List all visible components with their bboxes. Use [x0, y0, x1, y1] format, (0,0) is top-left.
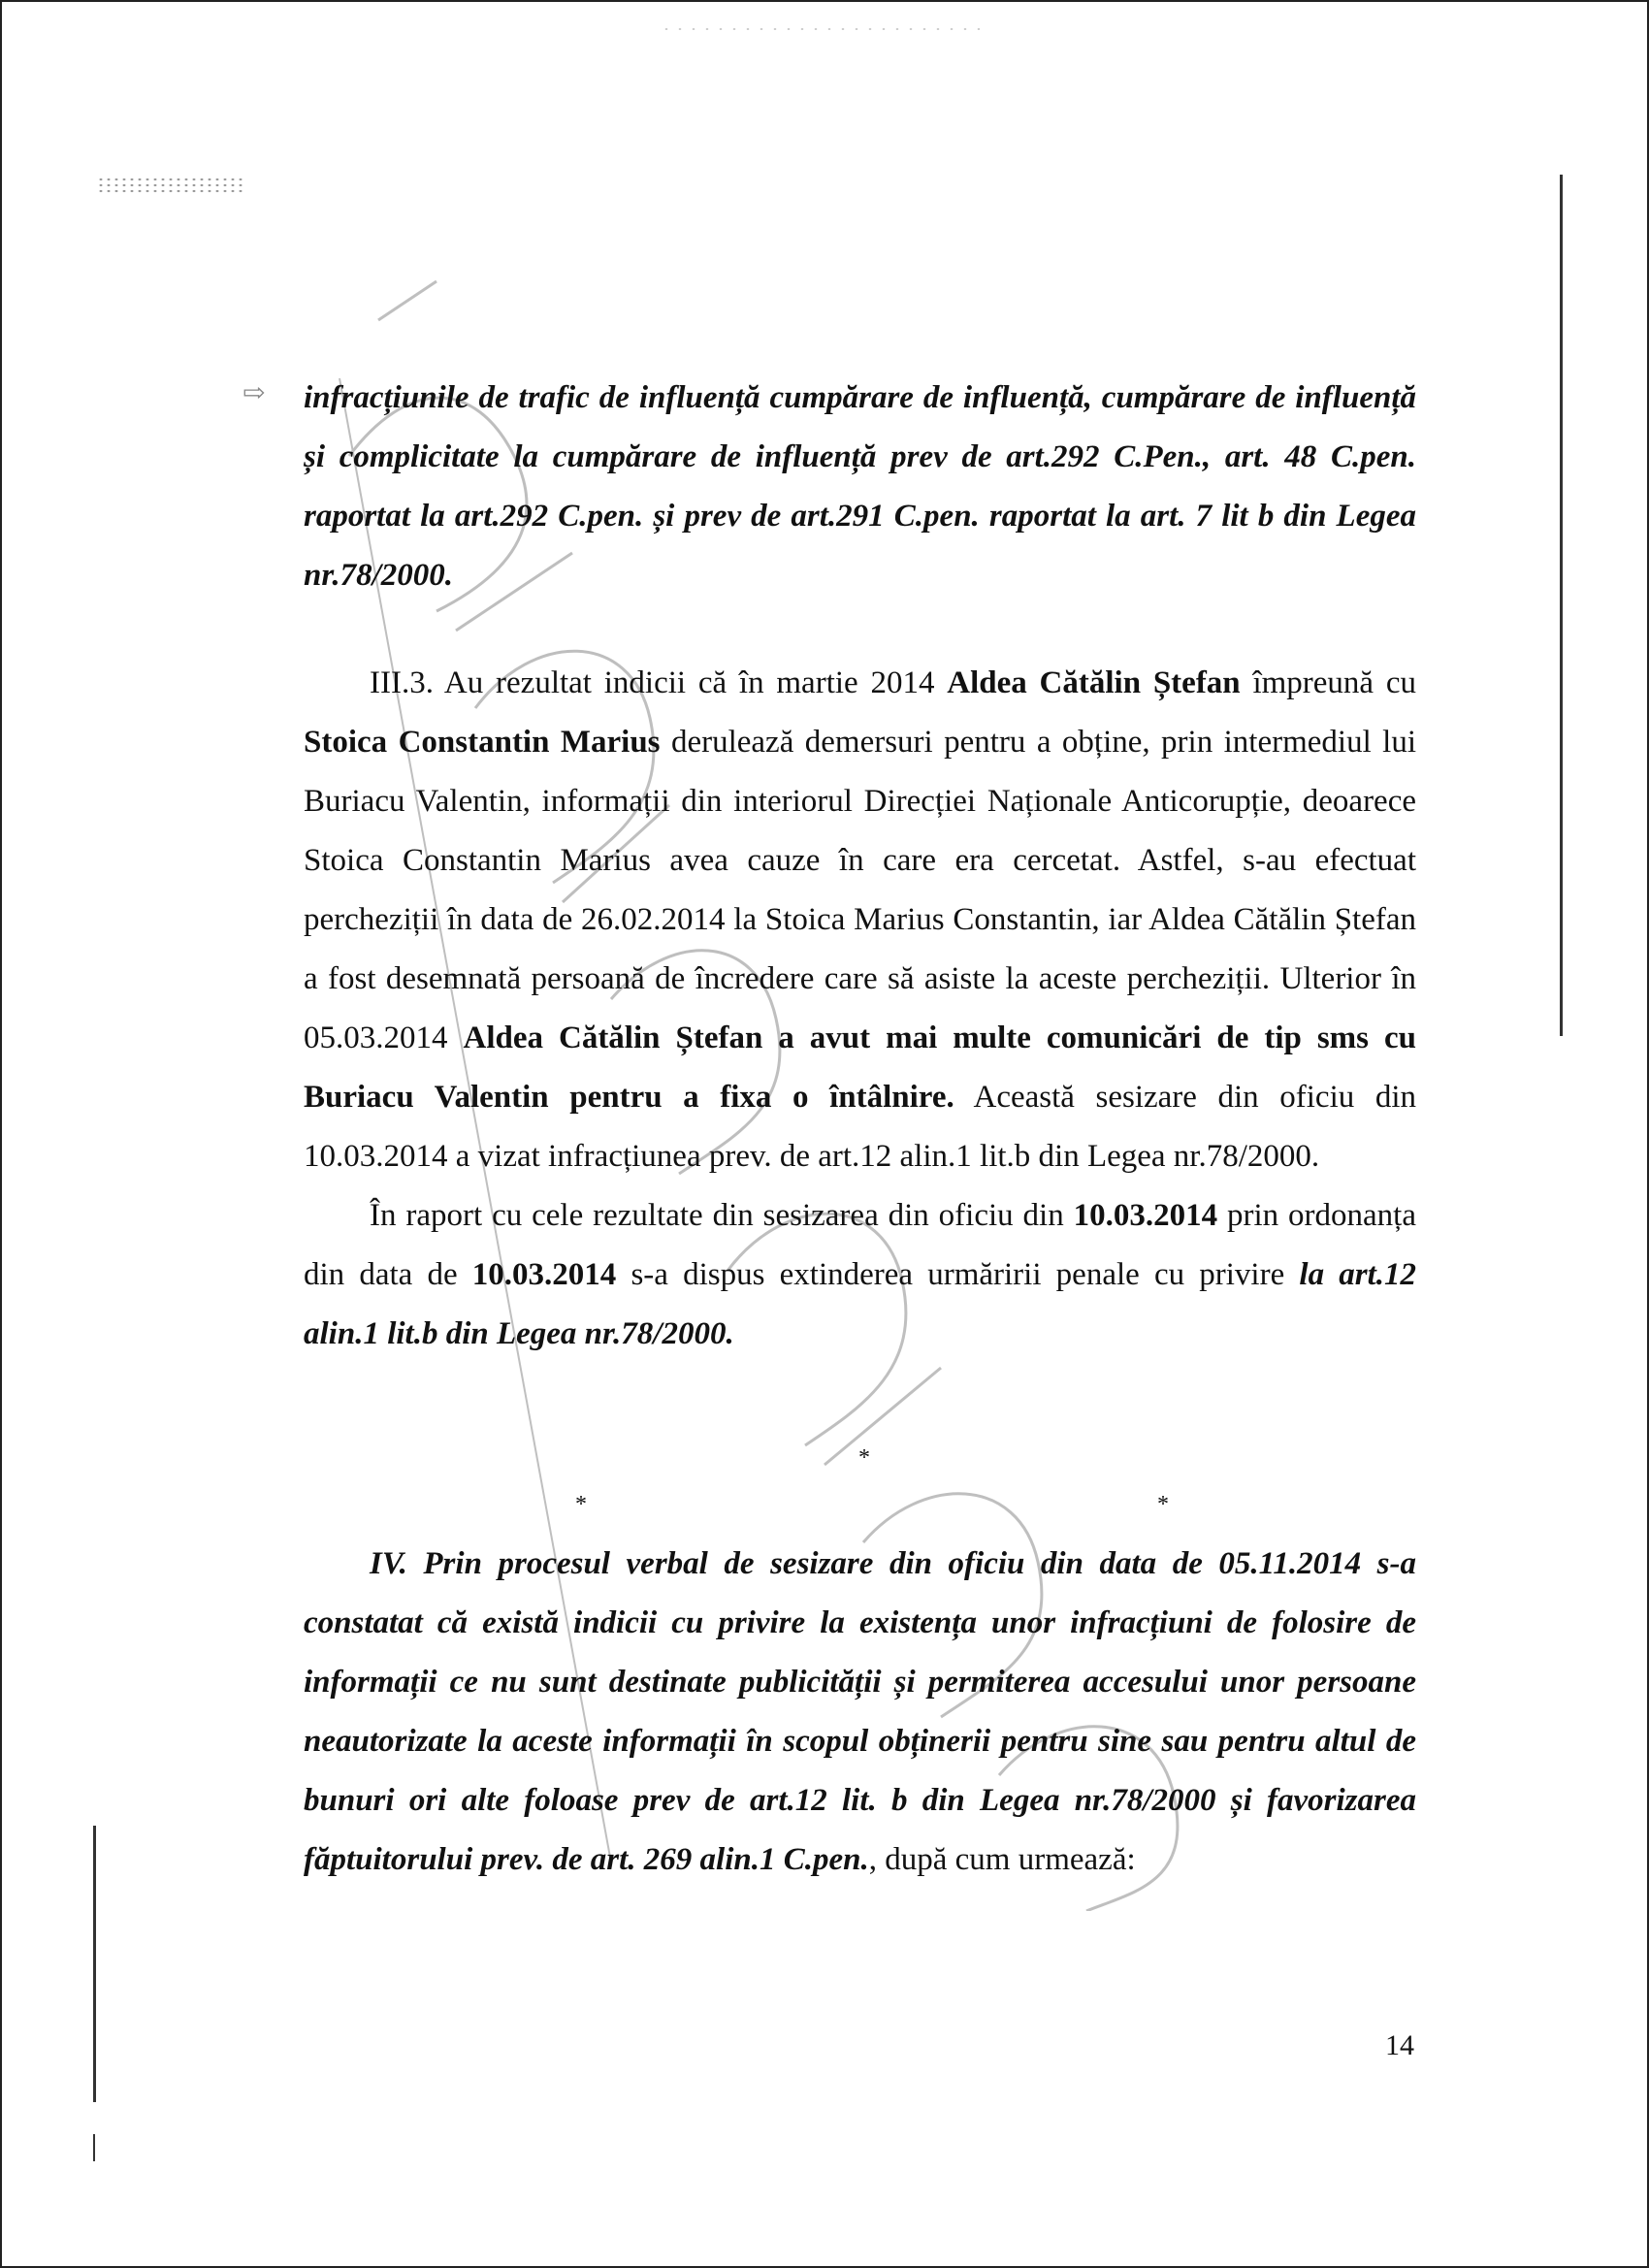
paragraph-section-iii-3 [304, 654, 1416, 1186]
text-run-bold: Stoica Constantin Marius [304, 725, 661, 760]
section-separator [304, 1445, 1416, 1517]
margin-arrow-icon: ⇨ [242, 378, 266, 408]
separator-star: * [858, 1445, 870, 1471]
text-run: Această sesizare din oficiu din 10.03.2014 a vizat infracțiunea prev. de art.12 alin.1 lit.b din Legea nr.78/2000. [304, 1080, 1416, 1174]
text-run: s-a dispus extinderea urmăririi penale cu privire [616, 1257, 1300, 1292]
text-run: derulează demersuri pentru a obține, prin intermediul lui Buriacu Valentin, informații din interiorul Direcției Naționale Anticorupție, deoarece Stoica Constantin Marius avea cauze în care era cercetat. Astfel, s-au efectuat percheziții în data de 26.02.2014 la Stoica Marius Constantin, iar Aldea Cătălin Ștefan a fost desemnată persoană de încredere care să asiste la aceste percheziții. Ulterior în 05.03.2014 [304, 725, 1416, 1055]
text-run-bold-italic: IV. Prin procesul verbal de sesizare din oficiu din data de 05.11.2014 s-a constatat că există indicii cu privire la existența unor infracțiuni de folosire de informații ce nu sunt destinate publicității și permiterea accesului unor persoane neautorizate la aceste informații în scopul obținerii pentru sine sau pentru altul de bunuri ori alte foloase prev de art.12 lit. b din Legea nr.78/2000 și favorizarea făptuitorului prev. de art. 269 alin.1 C.pen. [304, 1546, 1416, 1877]
paragraph-extension [304, 1186, 1416, 1364]
text-run-bold: Aldea Cătălin Ștefan a avut mai multe comunicări de tip sms cu Buriacu Valentin pentru a fixa o întâlnire. [304, 1021, 1417, 1115]
text-run-bold: Aldea Cătălin Ștefan [947, 665, 1241, 700]
text-run-bold: 10.03.2014 [471, 1257, 617, 1292]
paragraph-section-iv [304, 1535, 1416, 1890]
left-margin-tick [93, 2134, 95, 2161]
document-section-iii-3 [304, 654, 1416, 1364]
text-run: împreună cu [1240, 665, 1416, 700]
scan-noise-top [660, 25, 980, 35]
text-run: În raport cu cele rezultate din sesizarea din oficiu din [370, 1198, 1074, 1233]
paragraph-offences: infracțiunile de trafic de influență cumpărare de influență, cumpărare de influență și complicitate la cumpărare de influență prev de art.292 C.Pen., art. 48 C.pen. raportat la art.292 C.pen. și prev de art.291 C.pen. raportat la art. 7 lit b din Legea nr.78/2000. [304, 380, 1416, 593]
page-number: 14 [1385, 2029, 1414, 2061]
right-margin-line [1560, 175, 1563, 1036]
text-run-bold: 10.03.2014 [1073, 1198, 1218, 1233]
document-body [304, 369, 1416, 605]
separator-star: * [1157, 1492, 1169, 1517]
text-run: , după cum urmează: [868, 1842, 1136, 1877]
separator-star: * [575, 1492, 587, 1517]
document-section-iv [304, 1535, 1416, 1890]
text-run-bold-italic: la art.12 alin.1 lit.b din Legea nr.78/2000. [304, 1257, 1417, 1351]
left-margin-line [93, 1826, 96, 2102]
text-run: prin ordonanța din data de [304, 1198, 1417, 1292]
scan-noise-corner [97, 177, 242, 194]
text-run: III.3. Au rezultat indicii că în martie 2014 [370, 665, 948, 700]
